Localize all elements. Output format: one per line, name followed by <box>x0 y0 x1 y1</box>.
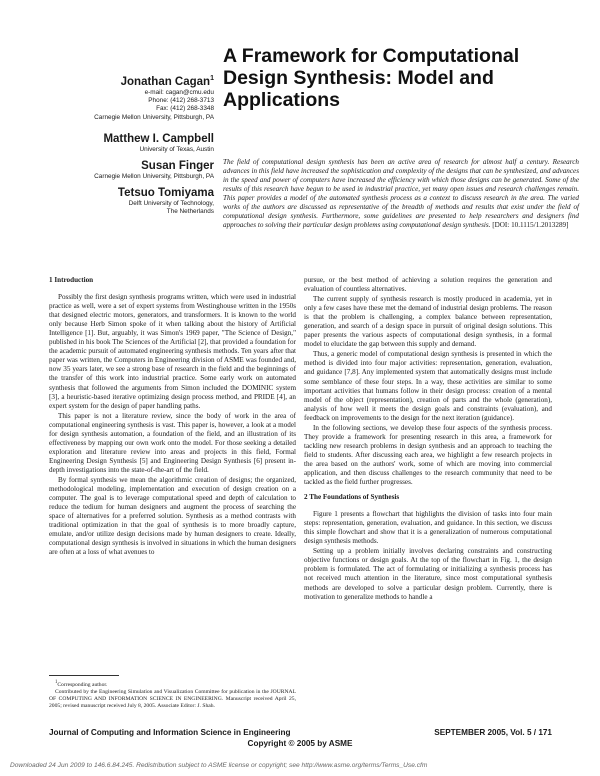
download-notice: Downloaded 24 Jun 2009 to 146.6.84.245. Redistribution subject to ASME license or copyright; see http://www.asme.org/terms/Terms_Use.cfm <box>10 762 428 769</box>
body-paragraph: This paper is not a literature review, since the body of work in the area of computational engineering synthesis is vast. This paper is, however, a look at a model for design synthesis automation, a foundation of the field, and an illustration of its effectiveness by mapping our own work onto the model. For those seeking a detailed exploration and literature review into areas and projects in this field, Formal Engineering Design Synthesis [5] and Engineering Design Synthesis [6] present in-depth investigations into the state-of-the-art of the field. <box>49 411 296 474</box>
author-affiliation: Carnegie Mellon University, Pittsburgh, PA <box>94 173 214 180</box>
author-affiliation: University of Texas, Austin <box>139 146 214 153</box>
body-paragraph: Figure 1 presents a flowchart that highlights the division of tasks into four main steps: representation, generation, evaluation, and guidance. In this section, we discuss this simple flowchart and show that it is a generalization of numerous computational design synthesis methods. <box>304 510 552 546</box>
author-block-4 <box>118 186 214 217</box>
footer-issue: SEPTEMBER 2005, Vol. 5 / 171 <box>434 728 552 737</box>
body-paragraph: The current supply of synthesis research is mostly produced in academia, yet in only a few cases have these met the demand of industrial design problems. The reason is that the problem is challenging, a complex balance between representation, generation, and search of a design space in pursuit of original design solutions. This paper presents the various aspects of computational design synthesis, in a formal model to elucidate the gap between this supply and demand. <box>304 295 552 349</box>
author-block-3 <box>94 159 214 181</box>
section-heading: 1 Introduction <box>49 276 94 284</box>
abstract <box>223 158 579 230</box>
author-block-1 <box>94 72 214 122</box>
footer-journal: Journal of Computing and Information Science in Engineering <box>49 728 291 737</box>
author-block-2 <box>103 132 214 154</box>
author-name: Jonathan Cagan$^1$ <box>120 75 214 88</box>
body-paragraph: By formal synthesis we mean the algorithmic creation of designs; the organized, methodological modeling, implementation and execution of design creation on a computer. The goal is to leverage computational speed and depth of calculation to reduce the tedium for human designers and augment the process of searching the space of alternatives for a preferred solution. Synthesis as a method contrasts with traditional optimization in that the goal of synthesis is to more broadly capture, emulate, and/or utilize design decisions made by human designers to create. Ideally, computational design synthesis is involved in situations in which the human designers are often at a loss of what avenues to <box>49 475 296 557</box>
author-phone: Phone: (412) 268-3713 <box>148 97 214 105</box>
body-paragraph: Thus, a generic model of computational design synthesis is presented in which the method is divided into four major activities: representation, generation, evaluation, and guidance [7,8]. Any implemented system that automatically designs must include some semblance of these four steps. In a way, these activities are similar to some important activities that humans follow in their design process: creation of a mental model of the object (representation), creation of parts and the whole (generation), analysis of how well it meets the design goals and constraints (evaluation), and feedback on improvements to the design for the next iteration (guidance). <box>304 350 552 422</box>
author-affiliation-country: The Netherlands <box>166 208 214 216</box>
body-paragraph: Possibly the first design synthesis programs written, which were used in industrial practice as well, were a set of expert systems from Westinghouse written in the 1950s that designed electric motors, generators, and transformers. It is known to the world only because Herb Simon spoke of it when talking about the history of Artificial Intelligence [1]. But, arguably, it was Simon's 1969 paper, "The Science of Design," published in his book The Sciences of the Artificial [2], that provided a foundation for the academic pursuit of automated engineering synthesis methods. Ten years after that paper was written, the Computers in Engineering division of ASME was founded and, now 35 years later, we see a strong base of research in the field and the beginnings of the transfer of this work into industrial practice. Some early work on automated synthesis that followed the arguments from Simon included the DOMINIC system [3], a heuristic-based iterative optimizing design process method, and PRIDE [4], an expert system for the design of paper handling paths. <box>49 293 296 410</box>
doi: [DOI: 10.1115/1.2013289] <box>492 221 569 230</box>
footnote-corresponding: Corresponding author. <box>57 681 108 688</box>
body-column-right <box>304 276 552 602</box>
author-affiliation: Carnegie Mellon University, Pittsburgh, PA <box>94 113 214 121</box>
body-paragraph: Setting up a problem initially involves declaring constraints and constructing objective functions or design goals. At the top of the flowchart in Fig. 1, the design problem is formulated. The act of formulating or initializing a synthesis process has not received much attention in the literature, since most computational synthesis methods are developed to solve a particular design problem. Currently, there is motivation to generalize methods to handle a <box>304 547 552 601</box>
author-name: Tetsuo Tomiyama <box>117 187 214 199</box>
author-email: e-mail: cagan@cmu.edu <box>144 88 214 96</box>
footnote: $^1$Corresponding author. Contributed by the Engineering Simulation and Visualization Committee for publication in the JOURNAL OF COMPUTING AND INFORMATION SCIENCE IN ENGINEERING. Manuscript received April 25, 2005; revised manuscript received July 8, 2005. Associate Editor: J. Shah. <box>49 680 296 710</box>
section-heading: 2 The Foundations of Synthesis <box>304 493 400 502</box>
paper-title: A Framework for Computational Design Synthesis: Model and Applications <box>223 45 520 111</box>
abstract-text: The field of computational design synthesis has been an active area of research for almost half a century. Research advances in this field have increased the sophistication and complexity of the designs that can be synthesized, and advances in the speed and power of computers have increased the efficiency with which those designs can be generated. Some of the results of this research have begun to be used in industrial practice, yet many open issues and research challenges remain. This paper provides a model of the automated synthesis process as a context to discuss research in the area. The varied works of the authors are discussed as representative of the breadth of methods and results that exist under the field of computational design synthesis. Furthermore, some guidelines are presented to help researchers and designers find approaches to solving their particular design problems using computational design synthesis. <box>223 158 579 230</box>
author-affiliation: Delft University of Technology, <box>128 200 214 207</box>
body-column-left <box>49 276 296 557</box>
footnote-contributed: Contributed by the Engineering Simulation and Visualization Committee for publication in the JOURNAL OF COMPUTING AND INFORMATION SCIENCE IN ENGINEERING. Manuscript received April 25, 2005; revised manuscript received July 8, 2005. Associate Editor: J. Shah. <box>49 688 296 710</box>
body-paragraph: In the following sections, we develop these four aspects of the synthesis process. They provide a framework for presenting research in this area, a framework for tackling new research problems in design synthesis and an approach to teaching the field to students. After discussing each area, we highlight a few research projects in the area based on the authors' work, some of which are moving into commercial application, and then discuss challenges to the research community that need to be tackled as the field further progresses. <box>304 423 552 487</box>
author-name: Susan Finger <box>141 160 214 172</box>
footnote-rule <box>49 675 119 676</box>
body-paragraph: pursue, or the best method of achieving a solution requires the generation and evaluation of countless alternatives. <box>304 276 552 294</box>
footer-copyright: Copyright © 2005 by ASME <box>247 739 353 748</box>
author-name: Matthew I. Campbell <box>103 133 214 145</box>
author-fax: Fax: (412) 268-3348 <box>156 105 214 113</box>
